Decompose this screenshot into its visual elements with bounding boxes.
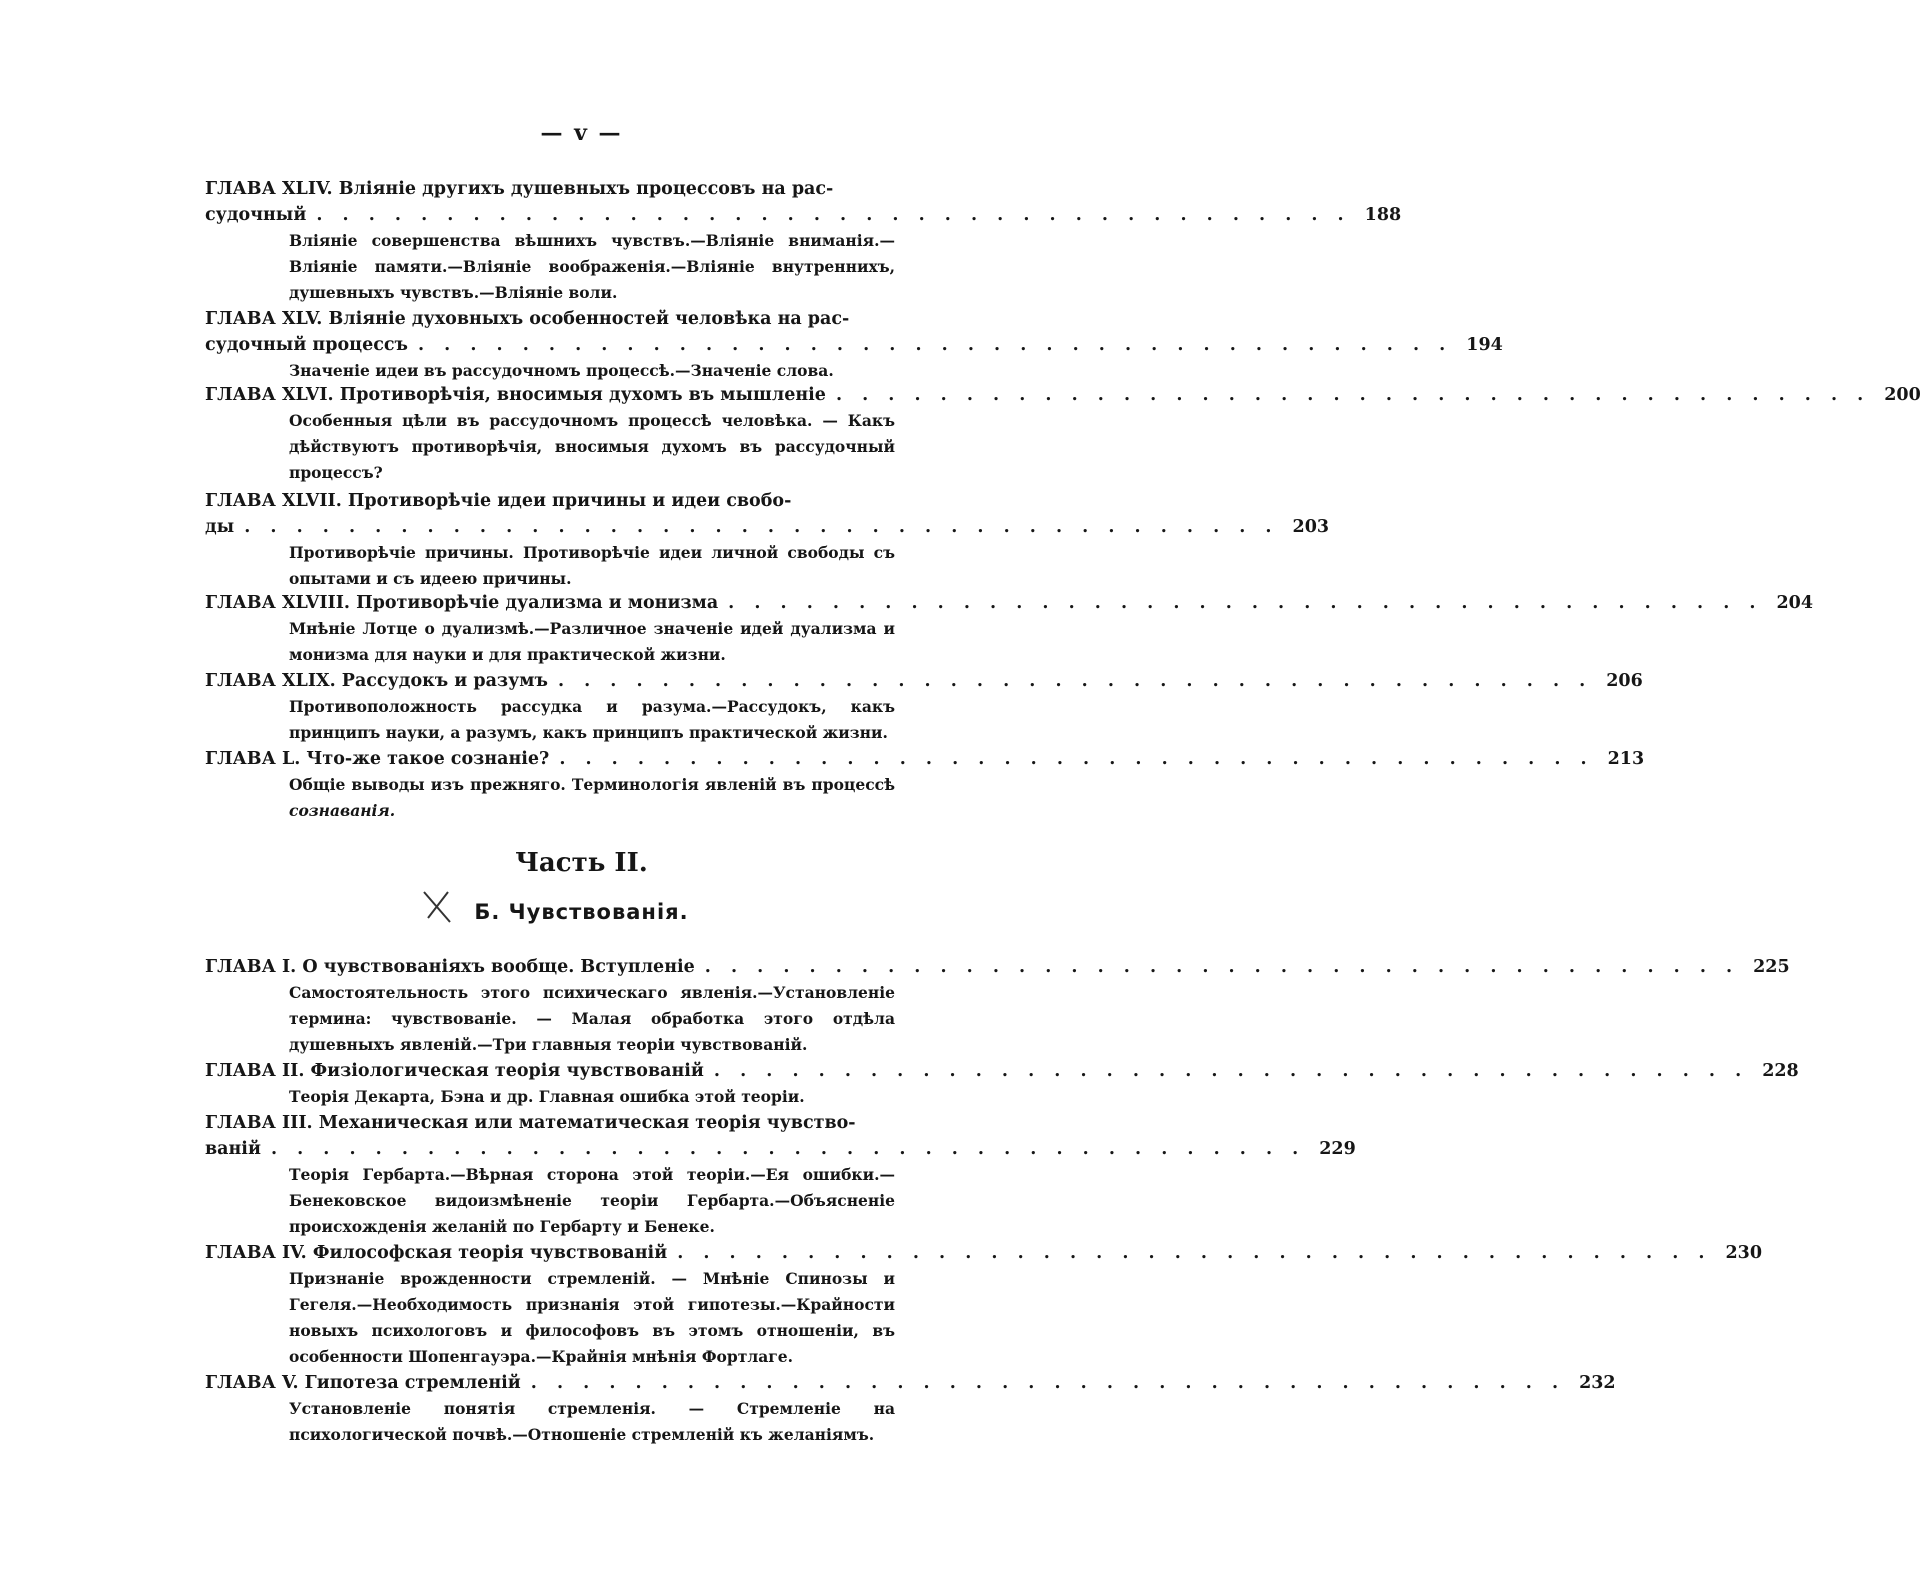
toc-entry-i	[205, 954, 1790, 1058]
toc-page-ref: 230	[1725, 1243, 1763, 1263]
toc-entry-l	[205, 746, 1645, 824]
leader-dots: . . . . . . . . . . . . . . . . . . . . . . . . . . . . . . . . . . . . . . . .	[713, 1061, 1749, 1081]
toc-entry-title: ГЛАВА L. Что-же такое сознаніе?	[205, 749, 550, 769]
toc-entry-line	[205, 590, 1814, 616]
toc-page-ref: 200	[1884, 385, 1921, 405]
toc-entry-line	[205, 746, 1645, 772]
toc-entry-line	[205, 1370, 1616, 1396]
toc-entry-title-end: судочный процессъ	[205, 335, 408, 355]
leader-dots: . . . . . . . . . . . . . . . . . . . . . . . . . . . . . . . . . . . . . . . .	[835, 385, 1871, 405]
leader-dots: . . . . . . . . . . . . . . . . . . . . . . . . . . . . . . . . . . . . . . . .	[417, 335, 1453, 355]
toc-entry-line	[205, 668, 1643, 694]
toc-entry-line	[205, 954, 1790, 980]
part-title: Часть II.	[515, 848, 648, 878]
toc-page-ref: 194	[1466, 335, 1503, 355]
leader-dots: . . . . . . . . . . . . . . . . . . . . . . . . . . . . . . . . . . . . . . . .	[704, 957, 1740, 977]
toc-entry-line	[205, 202, 1402, 228]
toc-entry-description: Особенныя цѣли въ рассудочномъ процессѣ человѣка. — Какъ дѣйствуютъ противорѣчія, вносимыя духомъ въ рассудочный процессъ?	[289, 411, 895, 482]
toc-entry-xlix	[205, 668, 1643, 746]
toc-entry-heading: ГЛАВА XLVII. Противорѣчіе идеи причины и идеи свобо-	[205, 491, 792, 511]
toc-page-ref: 203	[1292, 517, 1330, 537]
toc-entry-line	[205, 1240, 1763, 1266]
toc-entry-heading: ГЛАВА XLV. Вліяніе духовныхъ особенностей человѣка на рас-	[205, 309, 850, 329]
toc-entry-iv	[205, 1240, 1763, 1370]
toc-entry-title-end: ваній	[205, 1139, 261, 1159]
page-number: — v —	[540, 120, 623, 146]
toc-entry-description: Противоположность рассудка и разума.—Рассудокъ, какъ принципъ науки, а разумъ, какъ принципъ практической жизни.	[289, 697, 895, 742]
toc-entry-title: ГЛАВА XLVIII. Противорѣчіе дуализма и монизма	[205, 593, 719, 613]
toc-entry-title: ГЛАВА V. Гипотеза стремленій	[205, 1373, 521, 1393]
toc-entry-title-end: судочный	[205, 205, 307, 225]
toc-entry-description: Противорѣчіе причины. Противорѣчіе идеи личной свободы съ опытами и съ идеею причины.	[289, 543, 895, 588]
toc-entry-xlvii	[205, 488, 1330, 592]
toc-entry-description: Признаніе врожденности стремленій. — Мнѣніе Спинозы и Гегеля.—Необходимость признанія этой гипотезы.—Крайности новыхъ психологовъ и философовъ въ этомъ отношеніи, въ особенности Шопенгауэра.—Крайнія мнѣнія Фортлаге.	[289, 1269, 895, 1366]
toc-entry-description: Мнѣніе Лотце о дуализмѣ.—Различное значеніе идей дуализма и монизма для науки и для практической жизни.	[289, 619, 895, 664]
toc-entry-title: ГЛАВА II. Физіологическая теорія чувствованій	[205, 1061, 704, 1081]
toc-entry-xlviii	[205, 590, 1814, 668]
toc-entry-xlv	[205, 306, 1503, 384]
leader-dots: . . . . . . . . . . . . . . . . . . . . . . . . . . . . . . . . . . . . . . . .	[316, 205, 1351, 225]
toc-entry-heading: ГЛАВА XLIV. Вліяніе другихъ душевныхъ процессовъ на рас-	[205, 179, 834, 199]
toc-entry-line	[205, 1136, 1356, 1162]
leader-dots: . . . . . . . . . . . . . . . . . . . . . . . . . . . . . . . . . . . . . . . .	[559, 749, 1594, 769]
toc-entry-line	[205, 382, 1921, 408]
toc-page-ref: 213	[1607, 749, 1645, 769]
toc-page-ref: 206	[1606, 671, 1643, 691]
leader-dots: . . . . . . . . . . . . . . . . . . . . . . . . . . . . . . . . . . . . . . . .	[728, 593, 1763, 613]
toc-entry-ii	[205, 1058, 1799, 1110]
description-italic: сознаванія.	[289, 801, 396, 820]
toc-entry-xlvi	[205, 382, 1921, 486]
leader-dots: . . . . . . . . . . . . . . . . . . . . . . . . . . . . . . . . . . . . . . . .	[677, 1243, 1712, 1263]
toc-entry-title: ГЛАВА XLIX. Рассудокъ и разумъ	[205, 671, 548, 691]
toc-entry-description: Установленіе понятія стремленія. — Стремленіе на психологической почвѣ.—Отношеніе стремленій къ желаніямъ.	[289, 1399, 895, 1444]
toc-entry-iii	[205, 1110, 1356, 1240]
toc-entry-description: Значеніе идеи въ рассудочномъ процессѣ.—Значеніе слова.	[289, 361, 834, 380]
toc-entry-heading: ГЛАВА III. Механическая или математическая теорія чувство-	[205, 1113, 856, 1133]
toc-entry-title: ГЛАВА I. О чувствованіяхъ вообще. Вступленіе	[205, 957, 695, 977]
leader-dots: . . . . . . . . . . . . . . . . . . . . . . . . . . . . . . . . . . . . . . . .	[244, 517, 1279, 537]
toc-entry-title: ГЛАВА XLVI. Противорѣчія, вносимыя духомъ въ мышленіе	[205, 385, 826, 405]
toc-entry-description	[289, 772, 895, 824]
toc-entry-description: Теорія Гербарта.—Вѣрная сторона этой теоріи.—Ея ошибки.—Бенековское видоизмѣненіе теоріи Гербарта.—Объясненіе происхожденія желаній по Гербарту и Бенеке.	[289, 1165, 895, 1236]
toc-entry-xliv	[205, 176, 1402, 306]
toc-page-ref: 232	[1579, 1373, 1616, 1393]
section-title: Б. Чувствованія.	[474, 900, 689, 924]
toc-entry-line	[205, 514, 1330, 540]
leader-dots: . . . . . . . . . . . . . . . . . . . . . . . . . . . . . . . . . . . . . . . .	[530, 1373, 1566, 1393]
toc-entry-v	[205, 1370, 1616, 1448]
toc-page-ref: 229	[1319, 1139, 1356, 1159]
toc-entry-title-end: ды	[205, 517, 235, 537]
toc-entry-description: Вліяніе совершенства вѣшнихъ чувствъ.—Вліяніе вниманія.—Вліяніе памяти.—Вліяніе воображенія.—Вліяніе внутреннихъ, душевныхъ чувствъ.—Вліяніе воли.	[289, 231, 895, 302]
toc-entry-title: ГЛАВА IV. Философская теорія чувствованій	[205, 1243, 668, 1263]
toc-entry-description: Теорія Декарта, Бэна и др. Главная ошибка этой теоріи.	[289, 1087, 805, 1106]
toc-page-ref: 204	[1776, 593, 1814, 613]
toc-entry-description: Самостоятельность этого психическаго явленія.—Установленіе термина: чувствованіе. — Малая обработка этого отдѣла душевныхъ явленій.—Три главныя теоріи чувствованій.	[289, 983, 895, 1054]
leader-dots: . . . . . . . . . . . . . . . . . . . . . . . . . . . . . . . . . . . . . . . .	[270, 1139, 1306, 1159]
leader-dots: . . . . . . . . . . . . . . . . . . . . . . . . . . . . . . . . . . . . . . . .	[557, 671, 1593, 691]
toc-page-ref: 225	[1753, 957, 1790, 977]
toc-page-ref: 188	[1364, 205, 1402, 225]
toc-page-ref: 228	[1762, 1061, 1799, 1081]
description-text: Общіе выводы изъ прежняго. Терминологія явленій въ процессѣ	[289, 775, 895, 794]
toc-entry-line	[205, 332, 1503, 358]
toc-entry-line	[205, 1058, 1799, 1084]
